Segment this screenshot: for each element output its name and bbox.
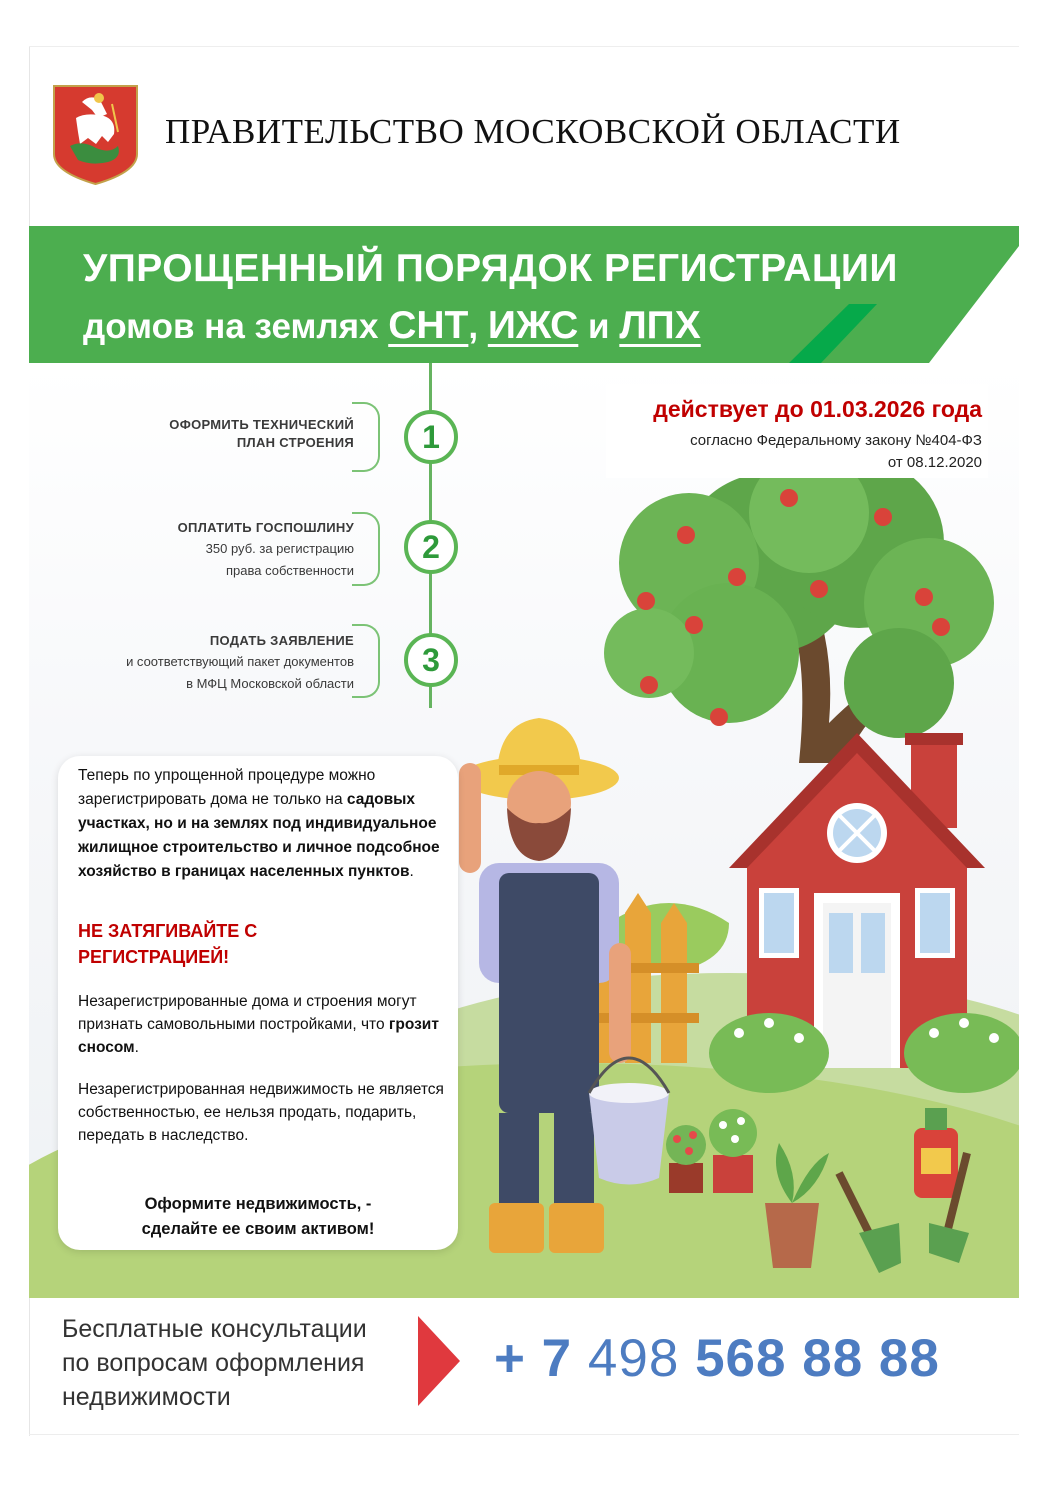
- consultation-line3: недвижимости: [62, 1383, 231, 1411]
- consultation-line1: Бесплатные консультации: [62, 1315, 367, 1343]
- step-2-title: ОПЛАТИТЬ ГОСПОШЛИНУ: [177, 520, 354, 535]
- phone-number[interactable]: [494, 1328, 940, 1389]
- banner-prefix: домов на землях: [83, 307, 379, 346]
- phone-prefix: + 7: [494, 1329, 573, 1388]
- consultation-text: [62, 1312, 422, 1414]
- step-2-text-line2: права собственности: [225, 563, 354, 578]
- step-1-bracket: [352, 402, 380, 472]
- validity-date: действует до 01.03.2026 года: [653, 396, 982, 422]
- banner-title-line2: [83, 304, 701, 348]
- arrow-right-icon: [418, 1316, 460, 1406]
- call-to-action: [78, 1192, 438, 1242]
- apple-tree-icon: [604, 453, 994, 763]
- consultation-line2: по вопросам оформления: [62, 1349, 365, 1377]
- step-3-bracket: [352, 624, 380, 698]
- banner-conjunction: и: [588, 307, 610, 346]
- validity-box: [606, 384, 988, 478]
- step-3-title: ПОДАТЬ ЗАЯВЛЕНИЕ: [209, 633, 354, 648]
- step-1-circle: 1: [404, 410, 458, 464]
- info-p2-text: Незарегистрированные дома и строения могут признать самовольными постройками, что: [78, 993, 417, 1033]
- validity-law: согласно Федеральному закону №404-ФЗ: [690, 432, 982, 449]
- validity-law-date: от 08.12.2020: [887, 454, 982, 471]
- info-p2-end: .: [134, 1039, 139, 1056]
- info-p2-bold: грозит сносом: [78, 1016, 439, 1056]
- term-lph: ЛПХ: [619, 304, 701, 347]
- step-2-text-line1: 350 руб. за регистрацию: [205, 541, 354, 556]
- info-paragraph-2: [78, 990, 450, 1059]
- term-snt: СНТ: [388, 304, 469, 347]
- step-3-circle: 3: [404, 633, 458, 687]
- info-p1-text: Теперь по упрощенной процедуре можно зарегистрировать дома не только на: [78, 767, 376, 808]
- step-1-title-line2: ПЛАН СТРОЕНИЯ: [236, 435, 354, 450]
- cta-line2: сделайте ее своим активом!: [141, 1220, 375, 1238]
- info-p1-bold: садовых участках, но и на землях под индивидуальное жилищное строительство и личное подсобное хозяйство в границах населенных пунктов: [78, 791, 440, 880]
- term-izhs: ИЖС: [487, 304, 579, 347]
- info-paragraph-1: [78, 764, 450, 884]
- warning-text: НЕ ЗАТЯГИВАЙТЕ С РЕГИСТРАЦИЕЙ!: [78, 921, 258, 967]
- coat-of-arms-icon: [52, 84, 139, 186]
- banner-separator: ,: [468, 307, 479, 346]
- phone-digits: 568 88 88: [695, 1329, 940, 1388]
- banner-title-line1: УПРОЩЕННЫЙ ПОРЯДОК РЕГИСТРАЦИИ: [83, 247, 898, 290]
- step-3-text-line2: в МФЦ Московской области: [186, 676, 354, 691]
- step-3-text-line1: и соответствующий пакет документов: [126, 654, 354, 669]
- page-border-bottom: [29, 1434, 1019, 1435]
- step-1-title-line1: ОФОРМИТЬ ТЕХНИЧЕСКИЙ: [169, 417, 354, 432]
- government-title: ПРАВИТЕЛЬСТВО МОСКОВСКОЙ ОБЛАСТИ: [165, 112, 901, 151]
- step-2-circle: 2: [404, 520, 458, 574]
- cta-line1: Оформите недвижимость, -: [144, 1195, 372, 1213]
- title-banner: [29, 226, 1019, 363]
- info-card: [58, 756, 458, 1250]
- info-p1-end: .: [409, 863, 414, 880]
- info-paragraph-3: Незарегистрированная недвижимость не является собственностью, ее нельзя продать, подарить, передать в наследство.: [78, 1081, 444, 1144]
- step-2-bracket: [352, 512, 380, 586]
- phone-code: 498: [587, 1329, 680, 1388]
- page-border-top: [29, 46, 1019, 47]
